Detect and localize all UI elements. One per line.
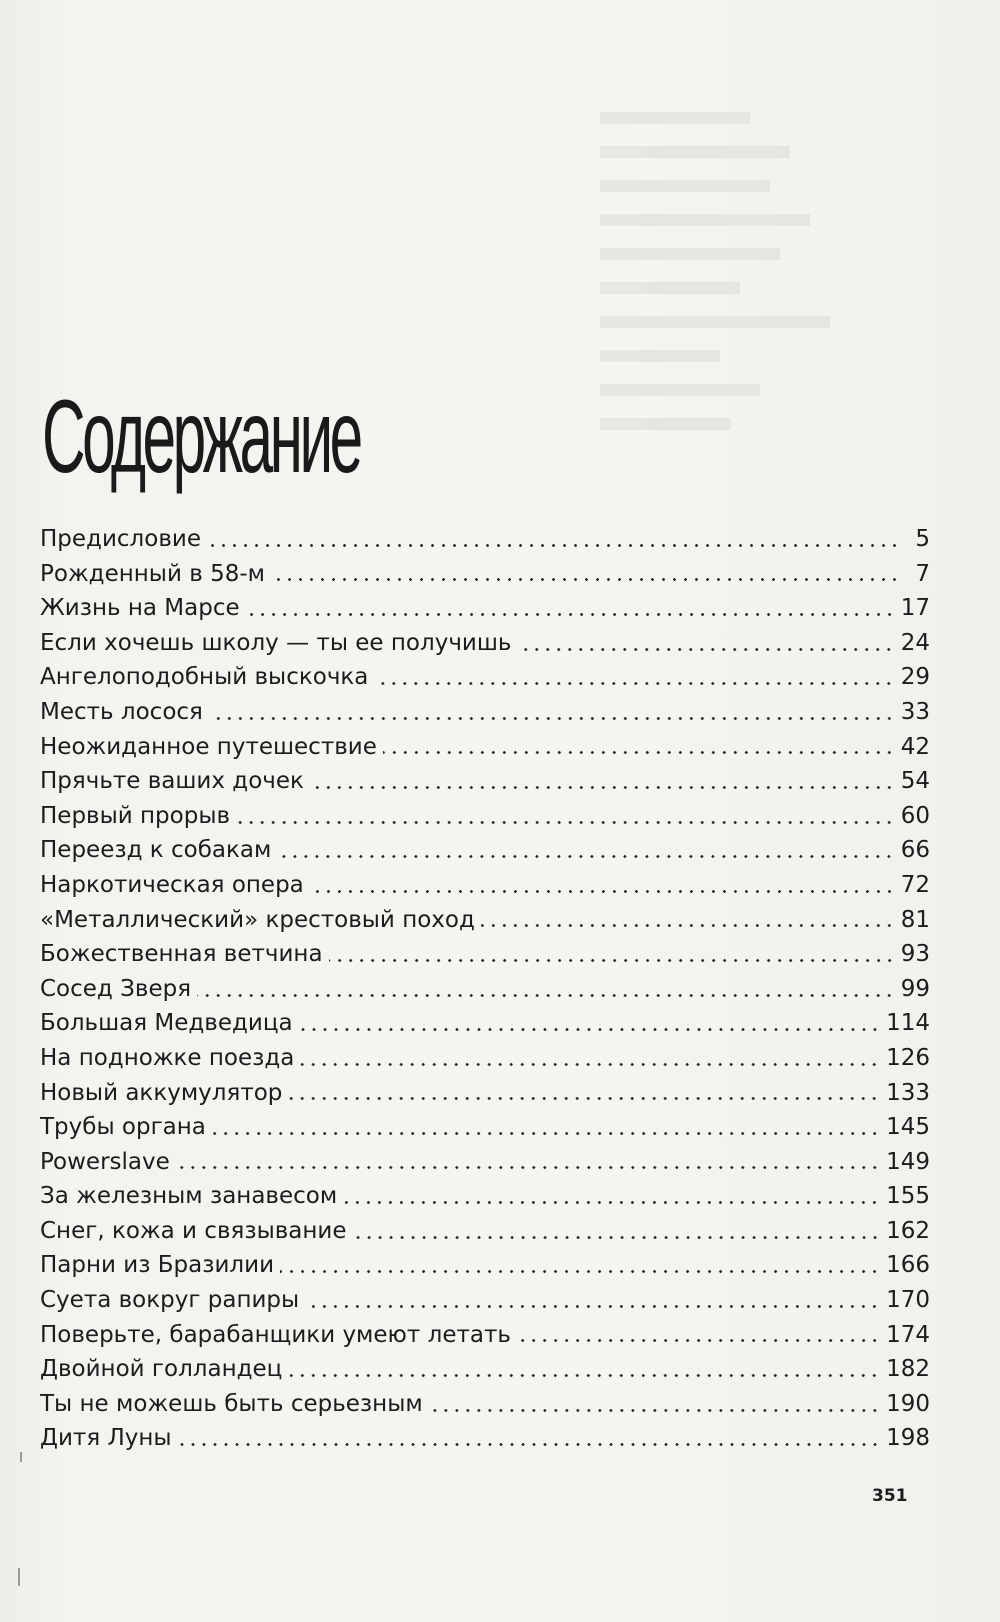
toc-entry-page: 170 [886, 1287, 930, 1314]
dot-leader [300, 1063, 880, 1066]
dot-leader [271, 578, 900, 581]
toc-entry [40, 1110, 930, 1145]
toc-entry-page: 162 [886, 1217, 930, 1244]
show-through-line [600, 282, 740, 294]
toc-entry-page: 126 [886, 1044, 930, 1071]
toc-entry-title: Первый прорыв [40, 802, 231, 829]
dot-leader [176, 1166, 880, 1169]
dot-leader [310, 890, 895, 893]
toc-entry-page: 174 [886, 1321, 930, 1348]
toc-entry-title: Суета вокруг рапиры [40, 1287, 300, 1314]
toc-entry-title: Божественная ветчина [40, 941, 323, 968]
toc-entry [40, 1006, 930, 1041]
toc-entry-page: 81 [900, 906, 930, 933]
toc-entry-title: Наркотическая опера [40, 871, 304, 898]
toc-entry-title: Большая Медведица [40, 1010, 293, 1037]
toc-entry-title: Предисловие [40, 526, 201, 552]
toc-entry-page: 5 [915, 526, 930, 552]
dot-leader [374, 682, 894, 685]
toc-entry-title: Месть лосося [40, 698, 203, 725]
toc-entry-page: 182 [886, 1356, 930, 1383]
dot-leader [305, 1305, 880, 1308]
toc-entry-page: 60 [900, 802, 930, 829]
toc-entry-title: Переезд к собакам [40, 837, 272, 864]
dot-leader [288, 1374, 880, 1377]
dot-leader [236, 821, 895, 824]
dot-leader [299, 1028, 880, 1031]
toc-entry [40, 799, 930, 834]
toc-entry-title: Двойной голландец [40, 1356, 283, 1383]
page-number: 351 [872, 1486, 908, 1506]
toc-entry-page: 54 [900, 768, 930, 795]
dot-leader [207, 544, 900, 547]
dot-leader [429, 1409, 880, 1412]
toc-entry-page: 29 [900, 664, 930, 691]
toc-entry-page: 93 [900, 941, 930, 968]
toc-entry [40, 1318, 930, 1353]
toc-entry-page: 155 [886, 1183, 930, 1210]
toc-entry-title: На подножке поезда [40, 1044, 295, 1071]
toc-entry-title: «Металлический» крестовый поход [40, 906, 475, 933]
dot-leader [383, 751, 895, 754]
show-through-line [600, 350, 720, 362]
toc-entry [40, 764, 930, 799]
toc-entry-page: 145 [886, 1114, 930, 1141]
dot-leader [481, 924, 895, 927]
margin-mark [20, 1452, 22, 1462]
toc-entry [40, 626, 930, 661]
dot-leader [197, 994, 895, 997]
show-through-line [600, 418, 730, 430]
dot-leader [209, 717, 895, 720]
show-through-line [600, 248, 780, 260]
toc-entry [40, 695, 930, 730]
toc-entry [40, 557, 930, 592]
toc-entry-page: 17 [900, 595, 930, 622]
toc-entry-page: 24 [900, 629, 930, 656]
toc-entry-title: Неожиданное путешествие [40, 733, 377, 760]
toc-entry [40, 972, 930, 1007]
page-title: Содержание [42, 379, 360, 495]
dot-leader [212, 1132, 880, 1135]
toc-entry-page: 190 [886, 1390, 930, 1417]
toc-entry [40, 730, 930, 765]
toc-entry-title: Жизнь на Марсе [40, 595, 240, 622]
toc-entry-page: 133 [886, 1079, 930, 1106]
toc-entry [40, 1421, 930, 1456]
dot-leader [343, 1201, 880, 1204]
show-through-line [600, 146, 790, 158]
toc-entry-title: Дитя Луны [40, 1425, 172, 1452]
dot-leader [277, 855, 894, 858]
toc-entry-page: 72 [900, 871, 930, 898]
toc-entry [40, 1352, 930, 1387]
dot-leader [178, 1443, 881, 1446]
toc-entry-page: 114 [886, 1010, 930, 1037]
toc-entry-title: Парни из Бразилии [40, 1252, 275, 1279]
toc-entry [40, 591, 930, 626]
toc-entry [40, 1145, 930, 1180]
toc-entry [40, 660, 930, 695]
dot-leader [246, 613, 895, 616]
toc-entry-page: 42 [900, 733, 930, 760]
dot-leader [288, 1097, 880, 1100]
toc-entry-page: 66 [900, 837, 930, 864]
toc-entry-page: 166 [886, 1252, 930, 1279]
toc-entry-page: 33 [900, 698, 930, 725]
toc-entry [40, 1041, 930, 1076]
toc-entry [40, 1283, 930, 1318]
toc-entry [40, 868, 930, 903]
toc-entry [40, 903, 930, 938]
toc-entry-title: Трубы органа [40, 1114, 206, 1141]
toc-entry-page: 99 [900, 975, 930, 1002]
dot-leader [329, 959, 895, 962]
toc-entry-title: Снег, кожа и связывание [40, 1217, 347, 1244]
toc-entry [40, 1214, 930, 1249]
dot-leader [517, 648, 894, 651]
show-through-line [600, 180, 770, 192]
dot-leader [280, 1270, 880, 1273]
toc-entry-page: 7 [915, 560, 930, 587]
dot-leader [517, 1339, 880, 1342]
dot-leader [353, 1236, 881, 1239]
show-through-line [600, 384, 760, 396]
show-through-line [600, 316, 830, 328]
toc-entry [40, 1179, 930, 1214]
toc-entry-title: За железным занавесом [40, 1183, 338, 1210]
toc-entry-title: Если хочешь школу — ты ее получишь [40, 629, 512, 656]
show-through-line [600, 112, 750, 124]
toc-entry-title: Ты не можешь быть серьезным [40, 1390, 423, 1417]
toc-entry [40, 522, 930, 557]
toc-entry [40, 833, 930, 868]
toc-entry-title: Рожденный в 58-м [40, 560, 265, 587]
margin-mark [18, 1568, 20, 1586]
toc-entry-title: Сосед Зверя [40, 975, 192, 1002]
toc-entry [40, 1248, 930, 1283]
toc-entry [40, 1387, 930, 1422]
toc-entry [40, 1076, 930, 1111]
toc-entry-title: Ангелоподобный выскочка [40, 664, 369, 691]
toc-entry-title: Новый аккумулятор [40, 1079, 283, 1106]
show-through-line [600, 214, 810, 226]
toc-entry-page: 149 [886, 1148, 930, 1175]
toc-entry-title: Прячьте ваших дочек [40, 768, 304, 795]
toc-entry-page: 198 [886, 1425, 930, 1452]
toc-entry-title: Поверьте, барабанщики умеют летать [40, 1321, 511, 1348]
toc-entry [40, 937, 930, 972]
table-of-contents [40, 522, 930, 1456]
toc-entry-title: Powerslave [40, 1148, 170, 1175]
dot-leader [310, 786, 895, 789]
